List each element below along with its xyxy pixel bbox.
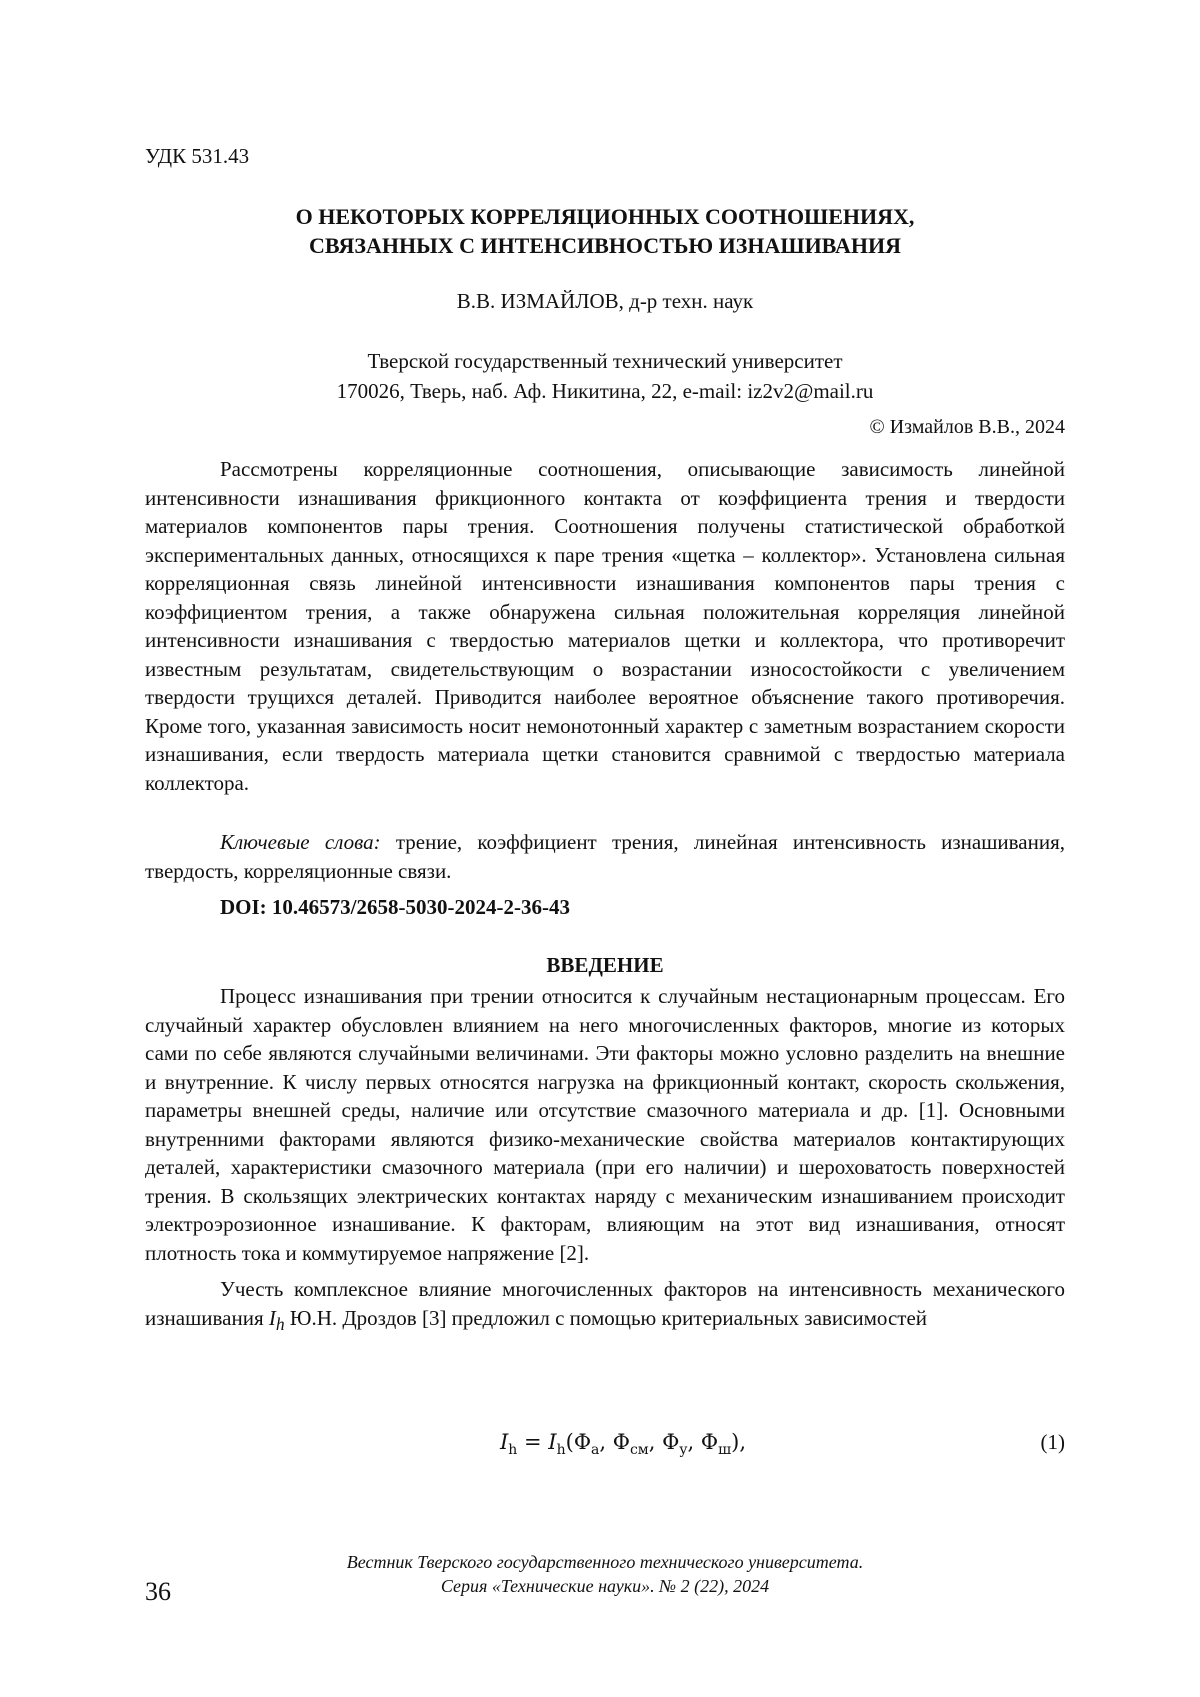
journal-line-2: Серия «Технические науки». № 2 (22), 2024 <box>145 1574 1065 1598</box>
section-title: ВВЕДЕНИЕ <box>145 953 1065 978</box>
intro-p2-start: Учесть комплексное влияние многочисленных факторов на интенсивность механического изнашивания <box>145 1277 1065 1330</box>
paper-page <box>0 0 1200 1697</box>
keywords-label: Ключевые слова: <box>220 830 381 854</box>
abstract: Рассмотрены корреляционные соотношения, описывающие зависимость линейной интенсивности изнашивания фрикционного контакта от коэффициента трения и твердости материалов компонентов пары трения. Соотношения получены статистической обработкой экспериментальных данных, относящихся к паре трения «щетка – коллектор». Установлена сильная корреляционная связь линейной интенсивности изнашивания компонентов пары трения с коэффициентом трения, а также обнаружена сильная положительная корреляция линейной интенсивности изнашивания с твердостью материалов щетки и коллектора, что противоречит известным результатам, свидетельствующим о возрастании износостойкости с увеличением твердости трущихся деталей. Приводится наиболее вероятное объяснение такого противоречия. Кроме того, указанная зависимость носит немонотонный характер с заметным возрастанием скорости изнашивания, если твердость материала щетки становится сравнимой с твердостью материала коллектора. <box>145 455 1065 797</box>
affiliation-line-1: Тверской государственный технический университет <box>145 346 1065 376</box>
page-number: 36 <box>145 1577 171 1607</box>
author-line: В.В. ИЗМАЙЛОВ, д-р техн. наук <box>145 289 1065 314</box>
intro-paragraph-2 <box>145 1275 1065 1338</box>
formula: Ih = Ih(Φа, Φсм, Φу, Φш), <box>500 1430 746 1458</box>
keywords <box>145 828 1065 885</box>
title-line-1: О НЕКОТОРЫХ КОРРЕЛЯЦИОННЫХ СООТНОШЕНИЯХ, <box>145 202 1065 231</box>
title-line-2: СВЯЗАННЫХ С ИНТЕНСИВНОСТЬЮ ИЗНАШИВАНИЯ <box>145 231 1065 260</box>
affiliation-line-2: 170026, Тверь, наб. Аф. Никитина, 22, e-mail: iz2v2@mail.ru <box>145 376 1065 406</box>
copyright-line: © Измайлов В.В., 2024 <box>145 416 1065 439</box>
article-title <box>145 202 1065 260</box>
introduction <box>145 982 1065 1338</box>
equation-1 <box>145 1430 1065 1470</box>
journal-line-1: Вестник Тверского государственного технического университета. <box>145 1550 1065 1574</box>
intro-paragraph-1: Процесс изнашивания при трении относится к случайным нестационарным процессам. Его случайный характер обусловлен влиянием на него многочисленных факторов, многие из которых сами по себе являются случайными величинами. Эти факторы можно условно разделить на внешние и внутренние. К числу первых относятся нагрузка на фрикционный контакт, скорость скольжения, параметры внешней среды, наличие или отсутствие смазочного материала и др. [1]. Основными внутренними факторами являются физико-механические свойства материалов контактирующих деталей, характеристики смазочного материала (при его наличии) и шероховатость поверхностей трения. В скользящих электрических контактах наряду с механическим изнашиванием происходит электроэрозионное изнашивание. К факторам, влияющим на этот вид изнашивания, относят плотность тока и коммутируемое напряжение [2]. <box>145 982 1065 1267</box>
doi: DOI: 10.46573/2658-5030-2024-2-36-43 <box>220 895 1140 920</box>
affiliation <box>145 346 1065 406</box>
intensity-symbol: Ih <box>269 1306 285 1330</box>
journal-footer <box>145 1550 1065 1598</box>
equation-number: (1) <box>1041 1430 1066 1455</box>
intro-p2-end: Ю.Н. Дроздов [3] предложил с помощью критериальных зависимостей <box>285 1306 927 1330</box>
udc-code: УДК 531.43 <box>145 144 1065 169</box>
keywords-text: трение, коэффициент трения, линейная интенсивность изнашивания, твердость, корреляционные связи. <box>145 830 1065 883</box>
